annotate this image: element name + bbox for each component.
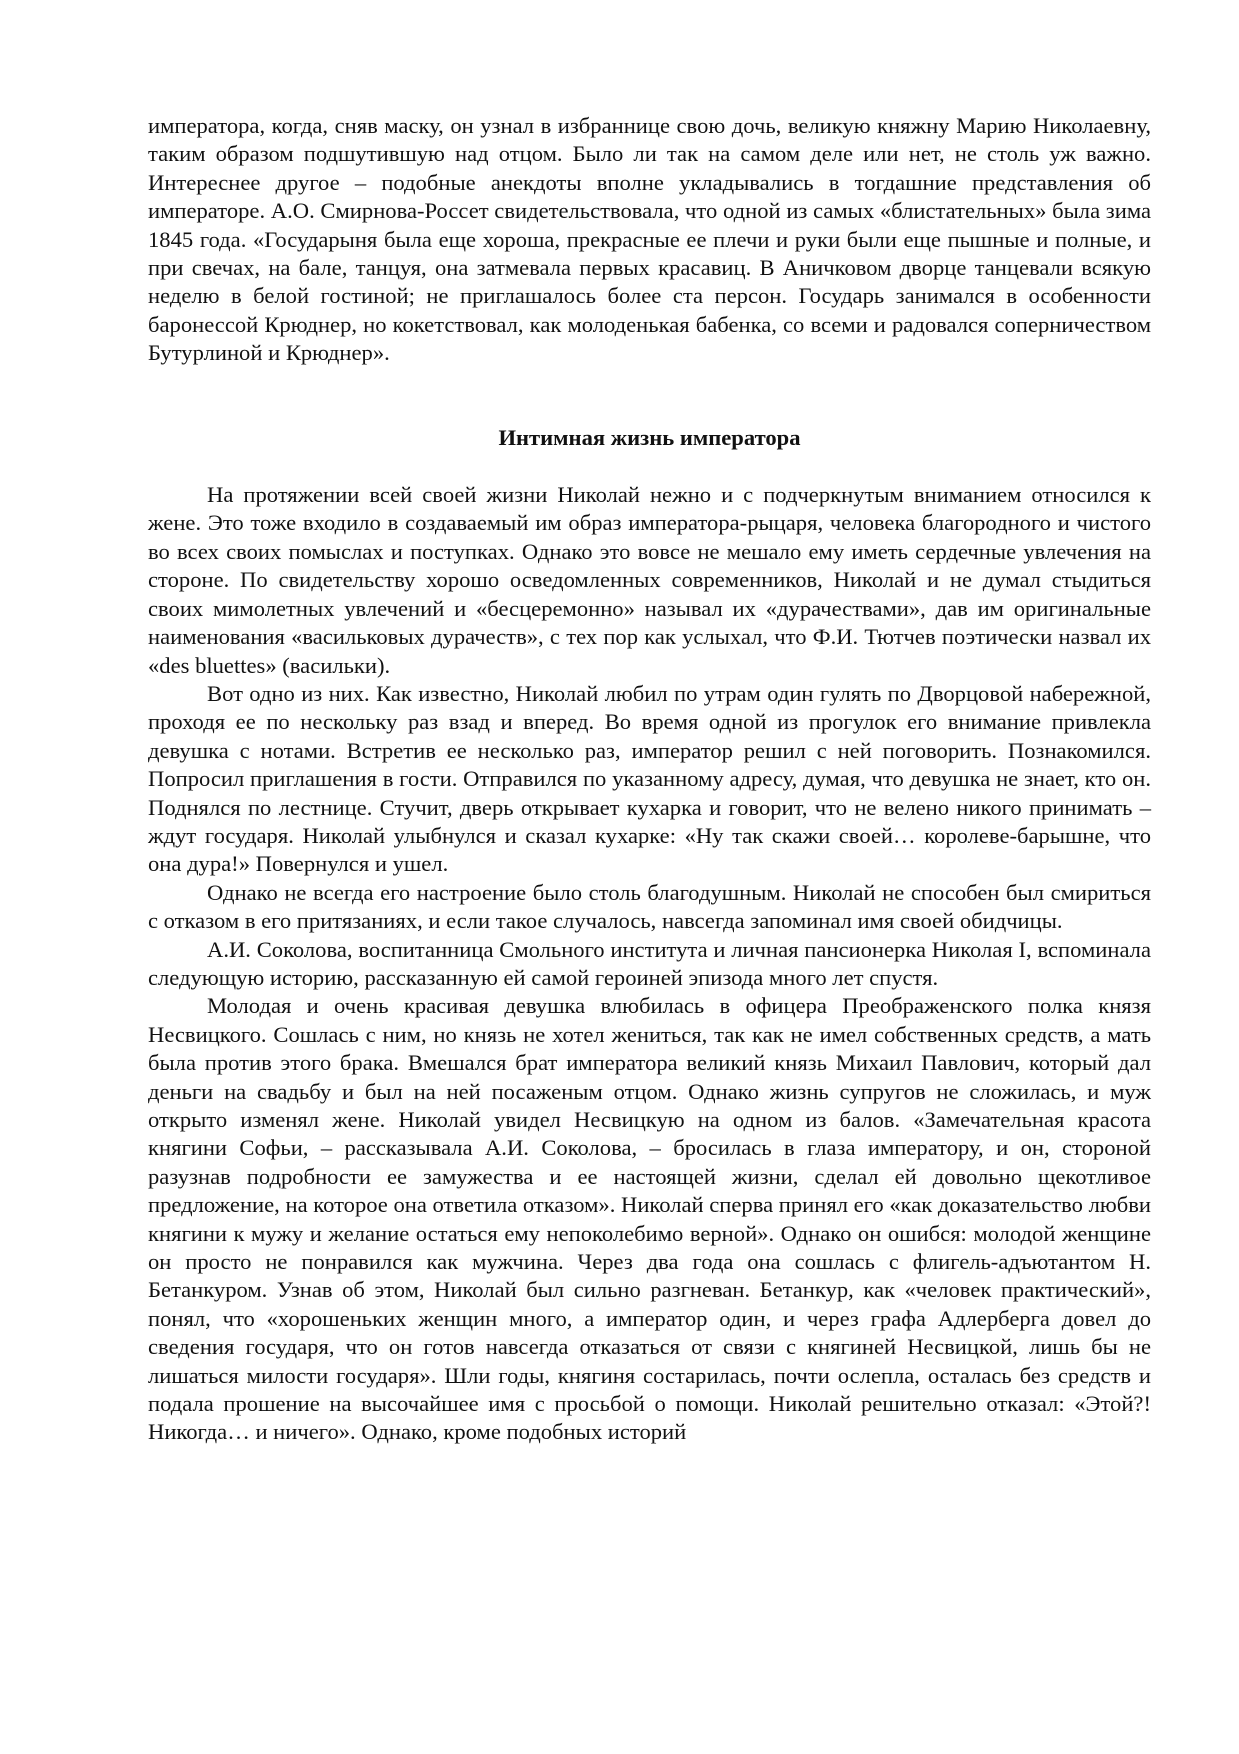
document-page — [148, 112, 1151, 1447]
intro-paragraph: императора, когда, сняв маску, он узнал в избраннице свою дочь, великую княжну Марию Николаевну, таким образом подшутившую над отцом. Было ли так на самом деле или нет, не столь уж важно. Интереснее другое – подобные анекдоты вполне укладывались в тогдашние представления об императоре. А.О. Смирнова-Россет свидетельствовала, что одной из самых «блистательных» была зима 1845 года. «Государыня была еще хороша, прекрасные ее плечи и руки были еще пышные и полные, и при свечах, на бале, танцуя, она затмевала первых красавиц. В Аничковом дворце танцевали всякую неделю в белой гостиной; не приглашалось более ста персон. Государь занимался в особенности баронессой Крюднер, но кокетствовал, как молоденькая бабенка, со всеми и радовался соперничеством Бутурлиной и Крюднер». — [148, 113, 1151, 366]
paragraph: Однако не всегда его настроение было столь благодушным. Николай не способен был смириться с отказом в его притязаниях, и если такое случалось, навсегда запоминал имя своей обидчицы. — [148, 879, 1151, 934]
section-heading: Интимная жизнь императора — [498, 424, 801, 450]
paragraph: На протяжении всей своей жизни Николай нежно и с подчеркнутым вниманием относился к жене. Это тоже входило в создаваемый им образ императора-рыцаря, человека благородного и чистого во всех своих помыслах и поступках. Однако это вовсе не мешало ему иметь сердечные увлечения на стороне. По свидетельству хорошо осведомленных современников, Николай и не думал стыдиться своих мимолетных увлечений и «бесцеремонно» называл их «дурачествами», дав им оригинальные наименования «васильковых дурачеств», с тех пор как услыхал, что Ф.И. Тютчев поэтически назвал их «des bluettes» (васильки). — [148, 482, 1151, 678]
paragraph: Молодая и очень красивая девушка влюбилась в офицера Преображенского полка князя Несвицкого. Сошлась с ним, но князь не хотел жениться, так как не имел собственных средств, а мать была против этого брака. Вмешался брат императора великий князь Михаил Павлович, который дал деньги на свадьбу и был на ней посаженым отцом. Однако жизнь супругов не сложилась, и муж открыто изменял жене. Николай увидел Несвицкую на одном из балов. «Замечательная красота княгини Софьи, – рассказывала А.И. Соколова, – бросилась в глаза императору, и он, стороной разузнав подробности ее замужества и ее настоящей жизни, сделал ей довольно щекотливое предложение, на которое она ответила отказом». Николай сперва принял его «как доказательство любви княгини к мужу и желание остаться ему непоколебимо верной». Однако он ошибся: молодой женщине он просто не понравился как мужчина. Через два года она сошлась с флигель-адъютантом Н. Бетанкуром. Узнав об этом, Николай был сильно разгневан. Бетанкур, как «человек практический», понял, что «хорошеньких женщин много, а император один, и через графа Адлерберга довел до сведения государя, что он готов навсегда отказаться от связи с княгиней Несвицкой, лишь бы не лишаться милости государя». Шли годы, княгиня состарилась, почти ослепла, осталась без средств и подала прошение на высочайшее имя с просьбой о помощи. Николай решительно отказал: «Этой?! Никогда… и ничего». Однако, кроме подобных историй — [148, 993, 1151, 1445]
paragraph: Вот одно из них. Как известно, Николай любил по утрам один гулять по Дворцовой набережной, проходя ее по нескольку раз взад и вперед. Во время одной из прогулок его внимание привлекла девушка с нотами. Встретив ее несколько раз, император решил с ней поговорить. Познакомился. Попросил приглашения в гости. Отправился по указанному адресу, думая, что девушка не знает, кто он. Поднялся по лестнице. Стучит, дверь открывает кухарка и говорит, что не велено никого принимать – ждут государя. Николай улыбнулся и сказал кухарке: «Ну так скажи своей… королеве-барышне, что она дура!» Повернулся и ушел. — [148, 680, 1151, 877]
paragraph: А.И. Соколова, воспитанница Смольного института и личная пансионерка Николая I, вспоминала следующую историю, рассказанную ей самой героиней эпизода много лет спустя. — [148, 936, 1151, 990]
